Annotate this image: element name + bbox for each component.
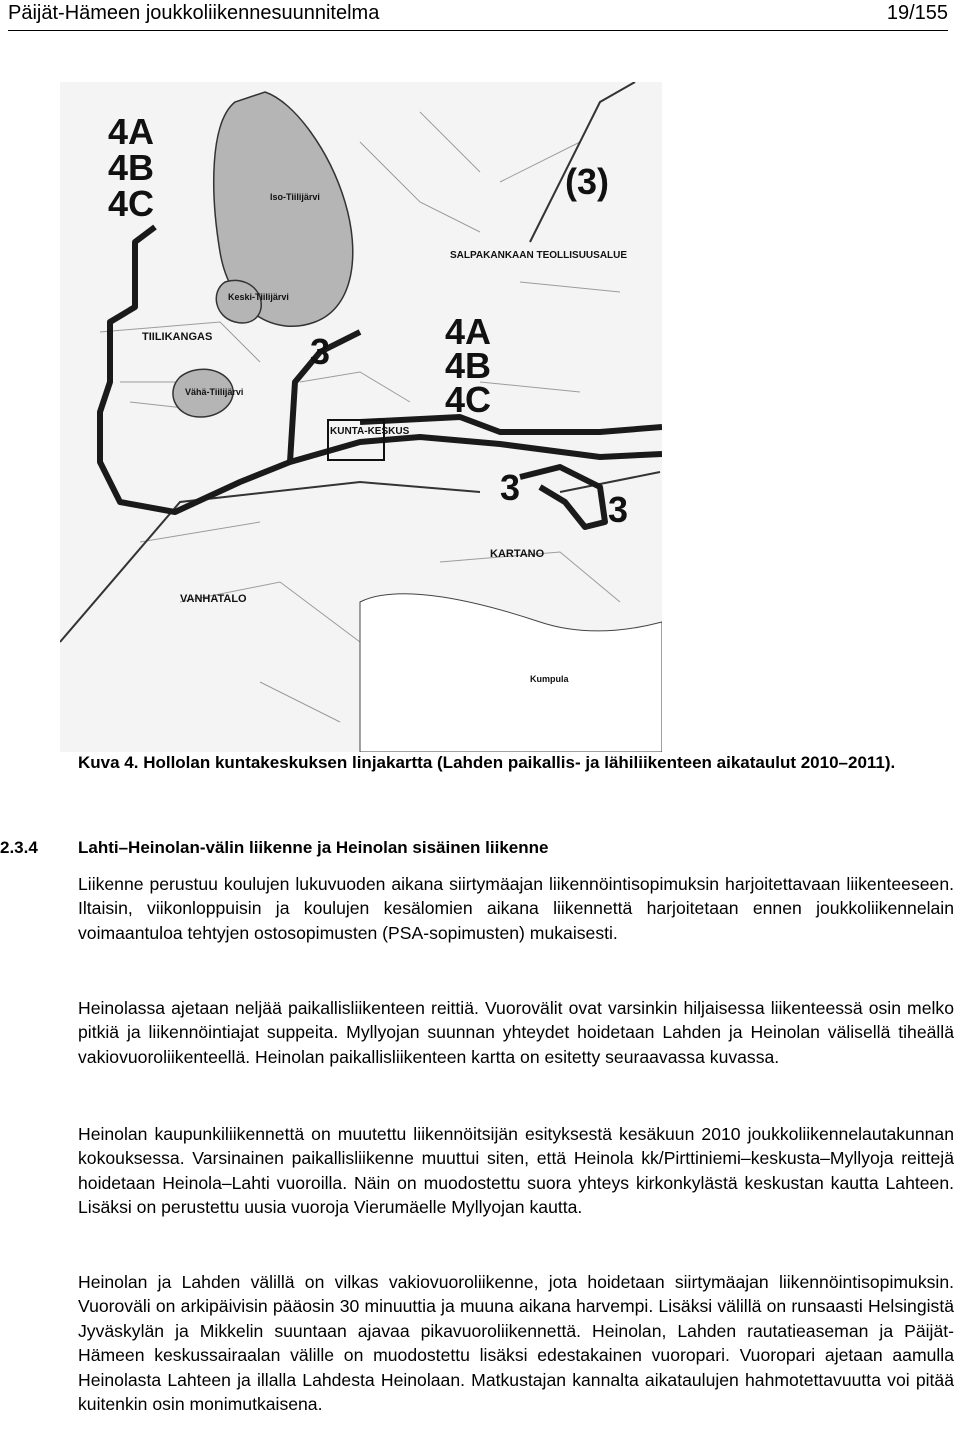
map-place-label: VANHATALO: [180, 593, 247, 605]
paragraph: Heinolassa ajetaan neljää paikallisliikenteen reittiä. Vuorovälit ovat varsinkin hiljaisessa liikenteessä osin melko pitkiä ja liikennöintiajat suppeita. Myllyojan suunnan yhteydet hoidetaan Lahden ja Heinolan välisellä tiheällä vakiovuoroliikenteellä. Heinolan paikallisliikenteen kartta on esitetty seuraavassa kuvassa.: [78, 998, 954, 1067]
map-place-label: KARTANO: [490, 548, 545, 560]
map-route-label: 4A: [108, 111, 155, 152]
route-map: [60, 82, 662, 752]
map-place-label: Vähä-Tiilijärvi: [185, 387, 244, 397]
section-number: 2.3.4: [0, 838, 38, 857]
map-place-label: Keski-Tiilijärvi: [228, 292, 289, 302]
map-place-label: Kumpula: [530, 674, 569, 684]
page-header: [8, 0, 948, 31]
paragraph: Heinolan kaupunkiliikennettä on muutettu liikennöitsijän esityksestä kesäkuun 2010 joukkoliikennelautakunnan kokouksessa. Varsinainen paikallisliikenne muuttui siten, että Heinola kk/Pirttiniemi–keskusta–Myllyoja reittejä hoidetaan Heinola–Lahti vuoroilla. Näin on muodostettu suora yhteys kirkonkylästä keskustan kautta Lahteen. Lisäksi on perustettu uusia vuoroja Vierumäelle Myllyojan kautta.: [78, 1124, 954, 1218]
map-route-label: (3): [565, 161, 609, 202]
map-place-label: Iso-Tiilijärvi: [270, 192, 320, 202]
map-route-label: 4C: [445, 379, 492, 420]
map-route-label: 4B: [445, 345, 492, 386]
map-route-label: 4B: [108, 147, 155, 188]
map-route-label: 4A: [445, 311, 492, 352]
map-route-label: 3: [500, 467, 521, 508]
paragraph: Liikenne perustuu koulujen lukuvuoden aikana siirtymäajan liikennöintisopimuksin harjoitettavaan liikenteeseen. Iltaisin, viikonloppuisin ja koulujen kesälomien aikana liikennettä harjoitetaan ennen joukkoliikennelain voimaantuloa tehtyjen ostosopimusten (PSA-sopimusten) mukaisesti.: [78, 874, 954, 943]
paragraph: Heinolan ja Lahden välillä on vilkas vakiovuoroliikenne, jota hoidetaan siirtymäajan liikennöintisopimuksin. Vuoroväli on arkipäivisin pääosin 30 minuuttia ja muuna aikana harvempi. Lisäksi välillä on runsaasti Helsingistä Jyväskylän ja Mikkelin suuntaan ajavaa pikavuoroliikennettä. Heinolan, Lahden rautatieaseman ja Päijät-Hämeen keskussairaalan välille on muodostettu lisäksi edestakainen vuoropari. Vuoropari ajetaan aamulla Heinolasta Lahteen ja illalla Lahdesta Heinolaan. Matkustajan kannalta aikataulujen hahmotettavuutta voi pitää kuitenkin osin monimutkaisena.: [78, 1272, 954, 1415]
map-route-label: 3: [310, 331, 331, 372]
map-place-label: KUNTA-KESKUS: [330, 426, 410, 437]
document-title: Päijät-Hämeen joukkoliikennesuunnitelma: [8, 2, 380, 24]
map-route-label: 3: [608, 489, 629, 530]
map-place-label: SALPAKANKAAN TEOLLISUUSALUE: [450, 250, 628, 261]
section-heading: [0, 836, 549, 860]
figure-caption: Kuva 4. Hollolan kuntakeskuksen linjakartta (Lahden paikallis- ja lähiliikenteen aikataulut 2010–2011).: [78, 753, 896, 772]
map-place-label: TIILIKANGAS: [142, 331, 213, 343]
page-number: 19/155: [886, 2, 948, 24]
section-title: Lahti–Heinolan-välin liikenne ja Heinolan sisäinen liikenne: [78, 838, 549, 857]
map-route-label: 4C: [108, 183, 155, 224]
